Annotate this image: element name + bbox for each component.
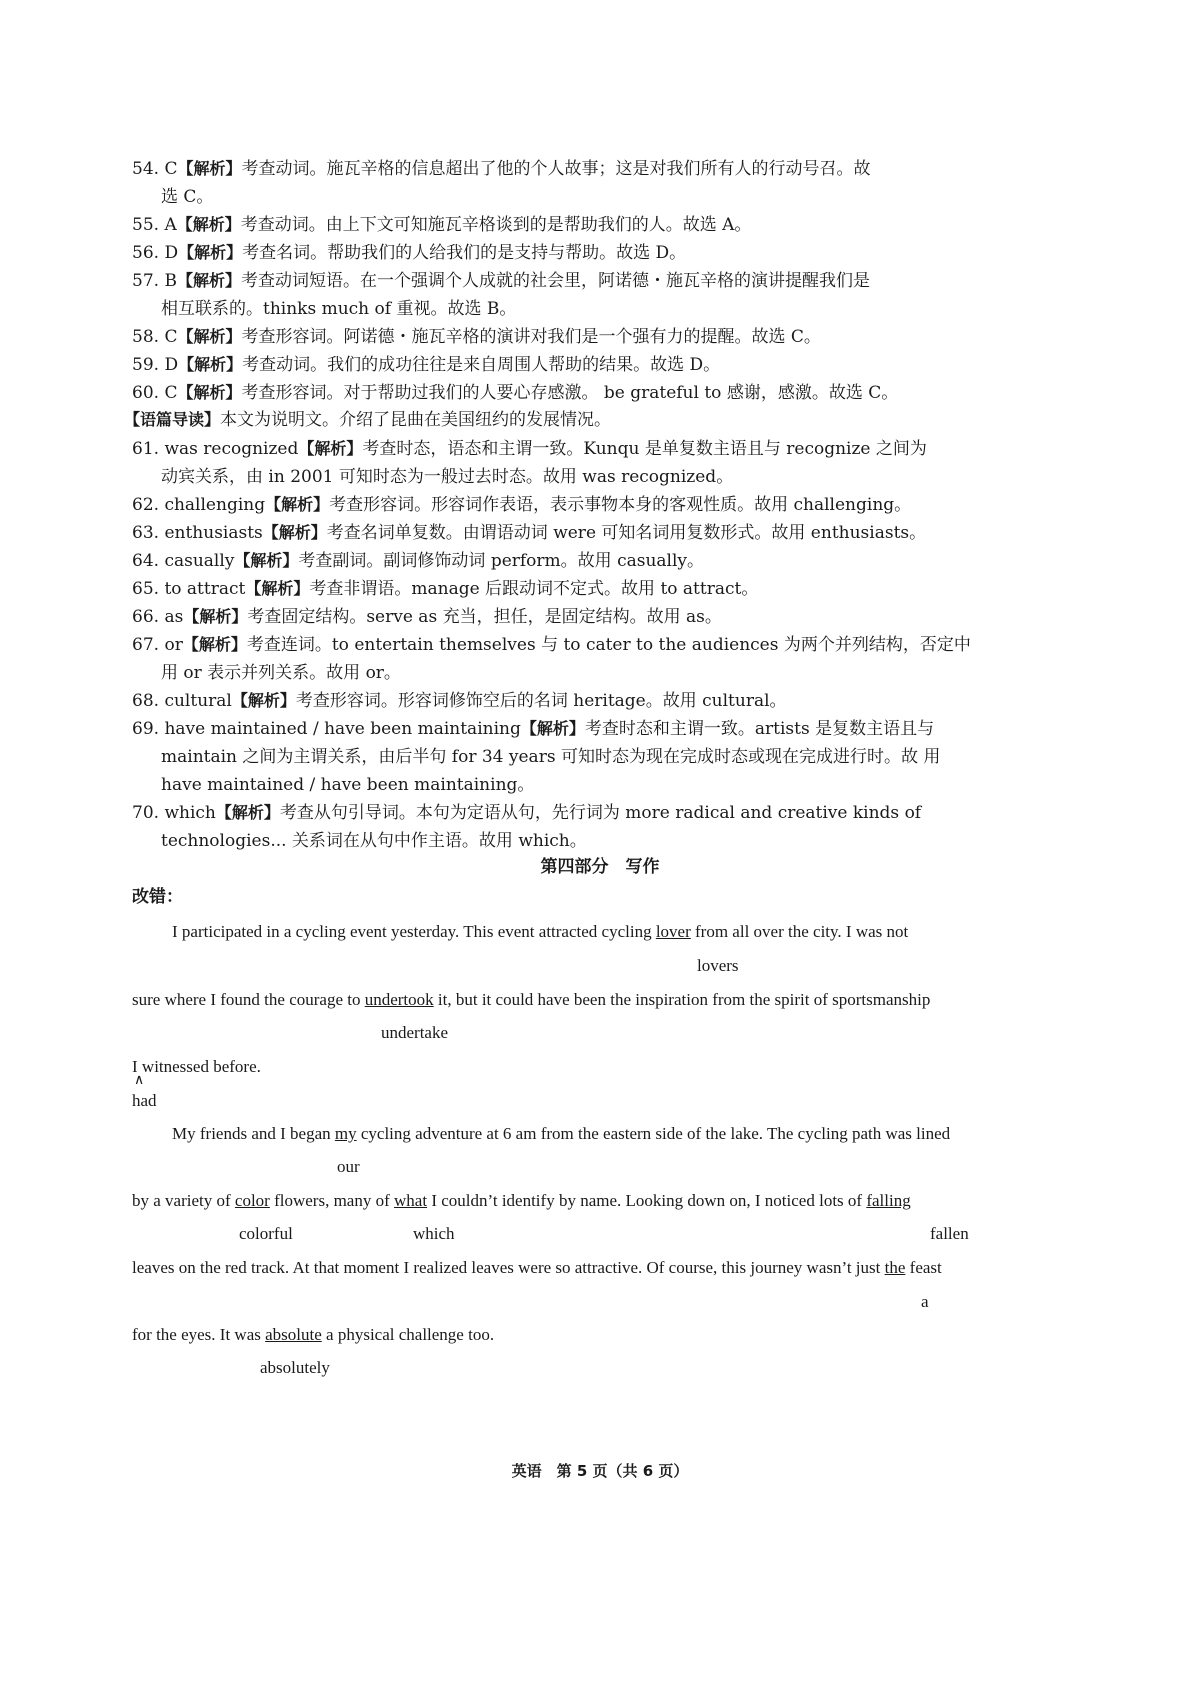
analysis-text: 考查连词。to entertain themselves 与 to cater to the audiences 为两个并列结构，否定中	[246, 635, 971, 655]
analysis-continuation: 选 C。	[161, 187, 214, 207]
answer-key: D	[164, 243, 179, 263]
analysis-text: 考查名词单复数。由谓语动词 were 可知名词用复数形式。故用 enthusiasts。	[326, 523, 927, 543]
answer-item	[132, 519, 977, 547]
analysis-tag: 【解析】	[182, 635, 247, 654]
analysis-tag: 【解析】	[234, 551, 299, 570]
error-word: undertook	[364, 990, 434, 1009]
answer-item	[132, 323, 977, 351]
answer-number: 67.	[132, 635, 160, 655]
answer-key: as	[164, 607, 184, 627]
answer-number: 68.	[132, 691, 160, 711]
answer-key: was recognized	[164, 439, 299, 459]
analysis-tag: 【解析】	[177, 159, 242, 178]
answer-key: cultural	[164, 691, 232, 711]
analysis-tag: 【解析】	[178, 355, 243, 374]
analysis-tag: 【解析】	[265, 495, 330, 514]
answer-key: B	[164, 271, 177, 291]
answer-number: 63.	[132, 523, 160, 543]
error-word: lover	[655, 922, 691, 941]
guide-tag: 【语篇导读】	[124, 410, 221, 429]
answer-item	[132, 631, 977, 687]
analysis-text: 考查形容词。阿诺德・施瓦辛格的演讲对我们是一个强有力的提醒。故选 C。	[241, 327, 821, 347]
analysis-text: 考查形容词。对于帮助过我们的人要心存感激。 be grateful to 感谢，感激。故选 C。	[241, 383, 899, 403]
analysis-continuation: maintain 之间为主谓关系，由后半句 for 34 years 可知时态为现在完成时态或现在完成进行时。故 用 have maintained / have been maintaining。	[161, 747, 941, 795]
error-word: color	[234, 1191, 270, 1210]
correction-word: undertake	[381, 1023, 449, 1042]
answer-item	[132, 547, 977, 575]
correction-word: which	[413, 1224, 455, 1243]
reading-guide	[124, 406, 969, 434]
answer-number: 54.	[132, 159, 160, 179]
answer-number: 60.	[132, 383, 160, 403]
analysis-continuation: 相互联系的。thinks much of 重视。故选 B。	[161, 299, 517, 319]
correction-word: a	[921, 1292, 929, 1311]
correction-word: fallen	[930, 1224, 969, 1243]
error-word: absolute	[265, 1325, 322, 1344]
answer-key: A	[164, 215, 177, 235]
analysis-text: 考查形容词。形容词作表语，表示事物本身的客观性质。故用 challenging。	[329, 495, 912, 515]
analysis-text: 考查动词。我们的成功往往是来自周围人帮助的结果。故选 D。	[242, 355, 721, 375]
analysis-tag: 【解析】	[215, 803, 280, 822]
error-word: the	[884, 1258, 906, 1277]
analysis-text: 考查副词。副词修饰动词 perform。故用 casually。	[298, 551, 705, 571]
answer-number: 65.	[132, 579, 160, 599]
correction-word: absolutely	[260, 1358, 330, 1377]
correction-word: our	[337, 1157, 360, 1176]
answer-key: D	[164, 355, 179, 375]
essay-line-7: for the eyes. It was absolute a physical challenge too.	[132, 1325, 495, 1344]
correction-word: lovers	[697, 956, 739, 975]
answer-item	[132, 379, 977, 407]
essay-line-2: sure where I found the courage to undertook it, but it could have been the inspiration from the spirit of sportsmanship	[132, 990, 931, 1009]
answer-key: casually	[164, 551, 235, 571]
analysis-text: 考查动词。施瓦辛格的信息超出了他的个人故事；这是对我们所有人的行动号召。故	[241, 159, 871, 179]
answer-number: 64.	[132, 551, 160, 571]
answer-key: C	[164, 383, 178, 403]
analysis-tag: 【解析】	[176, 271, 241, 290]
analysis-text: 考查动词。由上下文可知施瓦辛格谈到的是帮助我们的人。故选 A。	[240, 215, 752, 235]
analysis-tag: 【解析】	[231, 691, 296, 710]
essay-line-6: leaves on the red track. At that moment I realized leaves were so attractive. Of course, this journey wasn’t just the feast	[132, 1258, 942, 1277]
error-word: my	[334, 1124, 357, 1143]
analysis-text: 考查名词。帮助我们的人给我们的是支持与帮助。故选 D。	[242, 243, 687, 263]
answer-item	[132, 351, 977, 379]
answer-number: 70.	[132, 803, 160, 823]
analysis-continuation: technologies... 关系词在从句中作主语。故用 which。	[161, 831, 587, 851]
page-footer: 英语 第 5 页（共 6 页）	[511, 1462, 689, 1480]
analysis-tag: 【解析】	[177, 327, 242, 346]
answer-number: 69.	[132, 719, 160, 739]
error-word: falling	[866, 1191, 911, 1210]
answer-key: challenging	[164, 495, 266, 515]
analysis-tag: 【解析】	[520, 719, 585, 738]
section-heading: 第四部分 写作	[540, 857, 660, 877]
error-word: what	[394, 1191, 428, 1210]
answer-item	[132, 267, 977, 323]
answer-number: 59.	[132, 355, 160, 375]
analysis-continuation: 动宾关系，由 in 2001 可知时态为一般过去时态。故用 was recognized。	[161, 467, 734, 487]
answer-key: enthusiasts	[164, 523, 263, 543]
answer-number: 56.	[132, 243, 160, 263]
analysis-continuation: 用 or 表示并列关系。故用 or。	[161, 663, 401, 683]
answer-item	[132, 575, 977, 603]
answer-number: 55.	[132, 215, 160, 235]
analysis-text: 考查从句引导词。本句为定语从句，先行词为 more radical and creative kinds of	[279, 803, 922, 823]
analysis-tag: 【解析】	[176, 215, 241, 234]
analysis-tag: 【解析】	[262, 523, 327, 542]
answer-number: 66.	[132, 607, 160, 627]
essay-line-4: My friends and I began my cycling adventure at 6 am from the eastern side of the lake. The cycling path was lined	[172, 1124, 951, 1143]
answer-key: or	[164, 635, 183, 655]
analysis-tag: 【解析】	[178, 243, 243, 262]
guide-text: 本文为说明文。介绍了昆曲在美国纽约的发展情况。	[220, 410, 612, 430]
answer-item	[132, 239, 977, 267]
analysis-text: 考查动词短语。在一个强调个人成就的社会里，阿诺德・施瓦辛格的演讲提醒我们是	[240, 271, 870, 291]
answer-item	[132, 603, 977, 631]
answer-key: to attract	[164, 579, 246, 599]
analysis-tag: 【解析】	[245, 579, 310, 598]
insert-caret-icon: ∧	[134, 1073, 145, 1088]
answer-item	[132, 491, 977, 519]
analysis-text: 考查固定结构。serve as 充当，担任，是固定结构。故用 as。	[247, 607, 722, 627]
answer-item	[132, 687, 977, 715]
answer-key: have maintained / have been maintaining	[164, 719, 521, 739]
analysis-text: 考查时态，语态和主谓一致。Kunqu 是单复数主语且与 recognize 之间为	[362, 439, 927, 459]
essay-line-5: by a variety of color flowers, many of what I couldn’t identify by name. Looking down on, I noticed lots of falling	[132, 1191, 911, 1210]
analysis-text: 考查非谓语。manage 后跟动词不定式。故用 to attract。	[309, 579, 759, 599]
answer-item	[132, 799, 977, 855]
analysis-text: 考查时态和主谓一致。artists 是复数主语且与	[584, 719, 935, 739]
answer-item	[132, 435, 977, 491]
answer-number: 61.	[132, 439, 160, 459]
section-label: 改错：	[132, 887, 183, 907]
answer-item	[132, 155, 977, 211]
correction-word: had	[132, 1091, 157, 1110]
answer-key: which	[164, 803, 216, 823]
answer-number: 57.	[132, 271, 160, 291]
answer-key: C	[164, 327, 178, 347]
answer-item	[132, 715, 977, 799]
correction-word: colorful	[239, 1224, 293, 1243]
essay-line-3: I witnessed before.	[132, 1057, 261, 1076]
answer-number: 62.	[132, 495, 160, 515]
essay-line-1: I participated in a cycling event yesterday. This event attracted cycling lover from all over the city. I was not	[172, 922, 909, 941]
analysis-tag: 【解析】	[177, 383, 242, 402]
answer-key: C	[164, 159, 178, 179]
analysis-text: 考查形容词。形容词修饰空后的名词 heritage。故用 cultural。	[295, 691, 787, 711]
analysis-tag: 【解析】	[298, 439, 363, 458]
analysis-tag: 【解析】	[183, 607, 248, 626]
answer-item	[132, 211, 977, 239]
answer-number: 58.	[132, 327, 160, 347]
